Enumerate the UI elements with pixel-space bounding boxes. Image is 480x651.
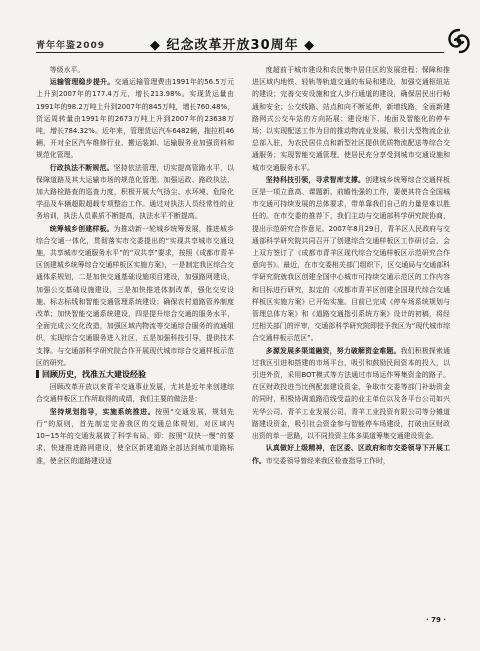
section-heading bbox=[36, 369, 234, 381]
paragraph bbox=[36, 381, 234, 405]
publication-title: 青年年鉴2009 bbox=[36, 41, 106, 51]
paragraph bbox=[36, 223, 234, 369]
page-number: · 79 · bbox=[426, 616, 446, 624]
paragraph-text: 回顾改革开放以来青羊交通事业发展，尤其是近年来创建综合交通样板区工作所取得的成绩，我们主要的做法是： bbox=[36, 383, 234, 404]
paragraph-lead: 运输管理稳步提升。 bbox=[49, 78, 115, 87]
page-header bbox=[0, 0, 480, 56]
paragraph-lead: 多源发展多渠道融资，努力破解资金难题。 bbox=[265, 346, 401, 355]
paragraph-text: 为推动新一轮城乡统筹发展，推进城乡综合交通一体化，贯彻落实市交委提出的“实现共享城市交通设施，共享城市交通服务水平”的“双共享”要求，按照《成都市青羊区创建城乡统筹综合交通样板区实施方案》，一是制定我区综合交通体系规划，二是加快交通基础设施项目建设，加强路网建设，加强公交基础设施建设，三是加快推进体制改革，强化交安设施、标志标线和智能交通管理系统建设；确保农村道路管养制度改革；加快智能交通系统建设，四是提升综合交通的服务水平，全面完成公交化改造，加强区域内物流等交通综合服务的流通组织，实现综合交通服务进入社区，五是加强科技引导，提供技术支撑。与交通部科学研究院合作开展现代城市综合交通样板示范区的研究。 bbox=[36, 224, 235, 367]
right-column bbox=[252, 64, 450, 467]
paragraph bbox=[252, 442, 450, 466]
paragraph-lead: 行政执法不断规范。 bbox=[49, 163, 114, 172]
section-heading-text: 回顾历史，找准五大建设经验 bbox=[42, 370, 146, 380]
paragraph-text: 市交委领导曾经来我区检查指导工作时， bbox=[265, 456, 390, 465]
paragraph-text: 创建城乡统筹综合交通样板区是一项立意高、课题新、前瞻性强的工作，要使其符合全国城市交通可持续发展的总体要求，带单靠我们自己的力量是难以胜任的。在市交委的推荐下，我们主动与交通部科学研究院协商，提出示范研究合作意见。2007年8月29日，青羊区人民政府与交通部科学研究院共同召开了创建综合交通样板区工作研讨会，会上双方签订了《成都市青羊区现代综合交通样板区示范研究合作意向书》。最近，在市交委相关部门组织下，区交通局与交通部科学研究院就我区创建全国中心城市可持续交通示范区的工作内容和目标进行研究，拟定的《成都市青羊区创建全国现代综合交通样板区实施方案》已开始实施。目前已完成《停车场系统规划与管理总体方案》和《道路交通指引系统方案》设计的初稿，将经过相关部门的评审，交通部科学研究院即授予我区为“现代城市综合交通样板示范区”。 bbox=[252, 175, 451, 343]
paragraph bbox=[36, 406, 234, 467]
right-paragraphs bbox=[252, 64, 450, 467]
paragraph bbox=[36, 76, 234, 161]
left-paragraphs bbox=[36, 64, 234, 369]
paragraph-lead: 统筹城乡创建样板。 bbox=[49, 224, 114, 233]
paragraph-lead: 坚持科技引领，寻求智库支撑。 bbox=[265, 175, 366, 184]
paragraph-text: 我们积极探索通过我区引进和搭建的市场平台，吸引和鼓励民间资本的投入，以引进外资，采用BOT模式等方法通过市场运作筹集资金的路子。在区财政投进当比例配套建设资金，争取市交委等部门补助资金的同时，积极协调道路沿线受益的业主单位以及各平台公司如兴光华公司、青羊工业发展公司、青羊工业投资有限公司等分摊道路建设资金，吸引社会资金参与智能停车场建设，打破由区财政出资的单一思路，以不同投资主体多渠道筹集交通建设资金。 bbox=[252, 346, 451, 441]
header-rule bbox=[36, 52, 444, 53]
swirl-logo-icon bbox=[446, 28, 472, 54]
left-paragraphs-after bbox=[36, 381, 234, 466]
paragraph-text: 等级水平。 bbox=[49, 66, 85, 74]
column-title: ◆ 纪念改革开放30周年 ◆ bbox=[150, 38, 316, 53]
paragraph bbox=[252, 174, 450, 345]
paragraph-lead: 坚持规划指导，实施系统推进。 bbox=[49, 407, 156, 416]
paragraph bbox=[36, 162, 234, 223]
paragraph-text: 交通运输管理费由1991年的56.5万元上升到2007年的177.4万元，增长213.98%。实现货运量由1991年的98.2万吨上升到2007年的845万吨，增长760.48%，货运周转量由1991年的2673万吨上升到2007年的23638万吨，增长784.32%。近年来，管理货运汽车6482辆，拖拉机46辆，开对全区汽车维修行业、搬运装卸、运输服务业加强资料和规范化管理。 bbox=[36, 78, 234, 160]
paragraph bbox=[36, 64, 234, 76]
paragraph-text: 按照“交通发展，规划先行”的原则，首先制定完善我区的交通总体规划，对区域内10~15年的交通发展做了科学布局，即：按照“双快一慢”的要求，快速推进路网建设，使全区新建道路全部达到城市道路标准，使全区的道路建设适 bbox=[36, 407, 235, 465]
paragraph-text: 坚持依法管理，切实提高管路水平，以保障道路及其大运输市场的规范化管理。加强运政、路政执法、加大路检路查的巡查力度，积极开展大气扬尘、水环境、危险化学品及车辆超限超载专项整治工作。通过对执法人员经常性的业务培训，执法人员素质不断提高，执法水平不断提高。 bbox=[36, 163, 235, 221]
paragraph-lead: 认真做好上级精神，在区委、区政府和市交委领导下开展工作。 bbox=[252, 444, 450, 465]
paragraph bbox=[252, 64, 450, 174]
left-column bbox=[36, 64, 234, 467]
paragraph-text: 度超前于城市建设和农民集中居住区的发展进程；保障和推进区域内地铁、轻轨等轨道交通的布局和建设，加强交通枢纽站的建设；完善交安设施和宜人步行通道的建设，确保居民出行畅通和安全；公交线路、站点和向不断延伸，新增线路，全面新建路网式公交车站的方向拓展；建设地下、地面及智能化的停车场；以实现配送工作为目的推动物流业发展，吸引大型物流企业总部入驻，为农民居住点和新型社区提供优质物流配送等综合交通服务；实现智能交通管理，使居民充分享受到城市交通设施和城市交通服务水平。 bbox=[252, 66, 450, 172]
paragraph bbox=[252, 345, 450, 443]
section-bar bbox=[36, 370, 39, 378]
